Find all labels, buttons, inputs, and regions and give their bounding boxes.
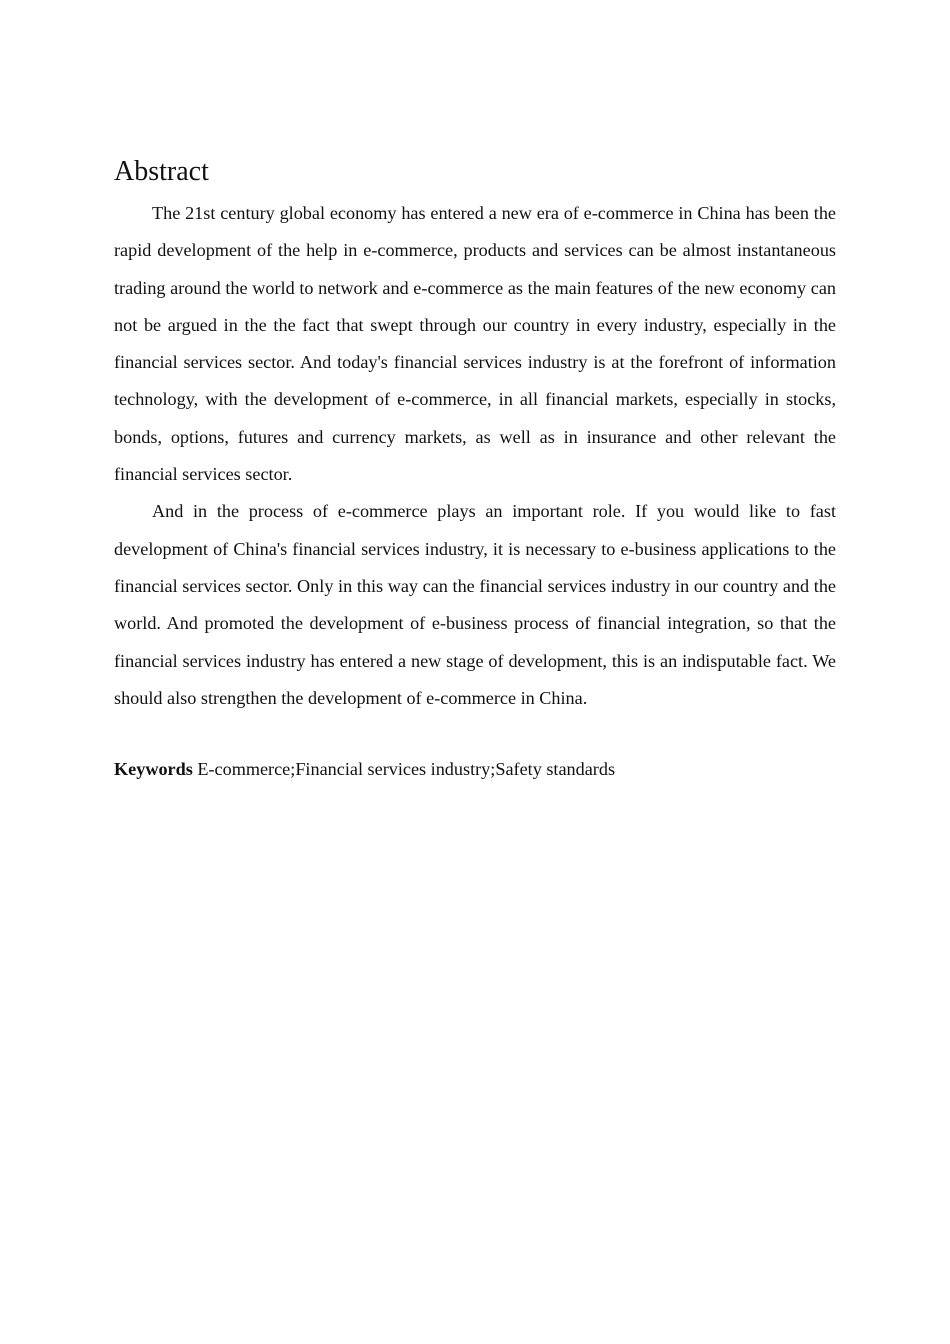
abstract-title: Abstract <box>114 156 209 187</box>
keywords-line <box>114 751 836 788</box>
abstract-paragraph-1: The 21st century global economy has entered a new era of e-commerce in China has been the rapid development of the help in e-commerce, products and services can be almost instantaneous trading around the world to network and e-commerce as the main features of the new economy can not be argued in the the fact that swept through our country in every industry, especially in the financial services sector. And today's financial services industry is at the forefront of information technology, with the development of e-commerce, in all financial markets, especially in stocks, bonds, options, futures and currency markets, as well as in insurance and other relevant the financial services sector. <box>114 203 836 485</box>
keywords-label: Keywords <box>114 759 193 780</box>
abstract-section <box>114 152 836 788</box>
keywords-list: E-commerce;Financial services industry;Safety standards <box>197 759 616 780</box>
abstract-paragraph-2: And in the process of e-commerce plays an important role. If you would like to fast development of China's financial services industry, it is necessary to e-business applications to the financial services sector. Only in this way can the financial services industry in our country and the world. And promoted the development of e-business process of financial integration, so that the financial services industry has entered a new stage of development, this is an indisputable fact. We should also strengthen the development of e-commerce in China. <box>114 501 836 708</box>
